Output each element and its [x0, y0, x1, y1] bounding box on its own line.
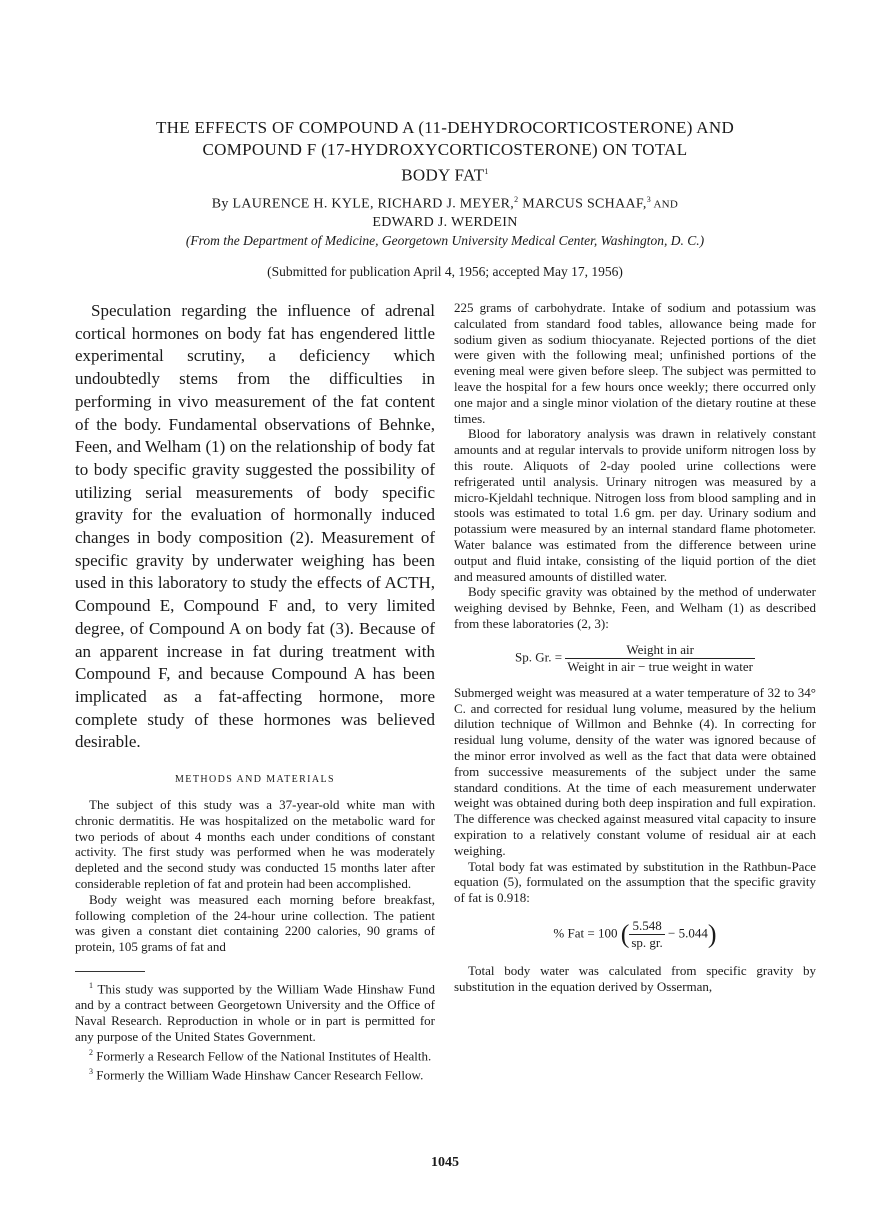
body-fat-paragraph: Total body fat was estimated by substitution in the Rathbun-Pace equation (5), formulated on the assumption that the specific gravity of fat is 0.918:	[454, 858, 816, 906]
title-line-2: COMPOUND F (17-HYDROXYCORTICOSTERONE) ON TOTAL	[202, 140, 688, 159]
footnote-divider	[75, 971, 145, 972]
footnote-2: $^2$ Formerly a Research Fellow of the National Institutes of Health.	[89, 1047, 432, 1063]
blood-analysis-paragraph: Blood for laboratory analysis was drawn in relatively constant amounts and at regular intervals to provide uniform nitrogen loss by this route. Aliquots of 2-day pooled urine collections were refrigerated until analysis. Urinary nitrogen was measured by a micro-Kjeldahl technique. Nitrogen loss from blood sampling and in stools was estimated to total 1.6 gm. per day. Urinary sodium and potassium were measured by an internal standard flame photometer. Water balance was estimated from the difference between urine output and fluid intake, consisting of the liquid portion of the diet and measured amounts of distilled water.	[454, 426, 816, 584]
author-list	[0, 191, 890, 232]
authors-line-2: EDWARD J. WERDEIN	[372, 214, 518, 230]
footnote-mark-2[interactable]: 2	[514, 195, 519, 204]
specific-gravity-paragraph: Body specific gravity was obtained by the method of underwater weighing devised by Behnke, Feen, and Welham (1) as described from these laboratories (2, 3):	[454, 584, 816, 631]
right-column	[454, 300, 816, 994]
intro-paragraph: Speculation regarding the influence of adrenal cortical hormones on body fat has engendered little experimental scrutiny, a deficiency which undoubtedly stems from the difficulties in performing in vivo measurement of the fat content of the body. Fundamental observations of Behnke, Feen, and Welham (1) on the relationship of body fat to body specific gravity suggested the possibility of utilizing serial measurements of body specific gravity for the evaluation of hormonally induced changes in body composition (2). Measurement of specific gravity by underwater weighing has been used in this laboratory to study the effects of ACTH, Compound E, Compound F and, to very limited degree, of Compound A on body fat (3). Because of an apparent increase in fat during treatment with Compound F, and because Compound A has been implicated as a fat-affecting hormone, more complete study of these hormones was believed desirable.	[75, 301, 435, 752]
section-heading-methods: METHODS AND MATERIALS	[175, 774, 335, 786]
diet-paragraph: 225 grams of carbohydrate. Intake of sodium and potassium was calculated from standard food tables, allowance being made for sodium given as sodium thiocyanate. Rejected portions of the diet were given with the following meal; unfinished portions of the evening meal were given before sleep. The subject was permitted to leave the hospital for a few hours once weekly; there occurred only one major and a single minor violation of the dietary routine at these times.	[454, 300, 816, 426]
equation-fraction: $\frac{\text{Weight in air}}{\text{Weight in air − true weight in water}}$	[567, 641, 753, 674]
methods-paragraph-2: Body weight was measured each morning before breakfast, following completion of the 24-hour urine collection. The patient was given a constant diet containing 2200 calories, 90 grams of protein, 105 grams of fat and	[75, 891, 435, 955]
specific-gravity-equation: Sp. Gr. = $\frac{\text{Weight in air}}{\text{Weight in air − true weight in water}}$	[514, 641, 753, 674]
authors-line-1: By LAURENCE H. KYLE, RICHARD J. MEYER,$^2$ MARCUS SCHAAF,$^3$ AND	[211, 195, 679, 212]
page-number: 1045	[431, 1155, 459, 1170]
title-line-3: BODY FAT$^1$	[401, 165, 489, 185]
footnote-mark-1[interactable]: 1	[484, 167, 489, 176]
affiliation: (From the Department of Medicine, Georgetown University Medical Center, Washington, D. C.)	[185, 233, 705, 248]
footnote-1: $^1$ This study was supported by the William Wade Hinshaw Fund and by a contract between Georgetown University and the Office of Naval Research. Reproduction in whole or in part is permitted for any purpose of the United States Government.	[75, 981, 435, 1044]
footnote-mark-3[interactable]: 3	[646, 195, 651, 204]
title-line-1: THE EFFECTS OF COMPOUND A (11-DEHYDROCORTICOSTERONE) AND	[155, 118, 735, 137]
submerged-weight-paragraph: Submerged weight was measured at a water temperature of 32 to 34° C. and corrected for residual lung volume, measured by the helium dilution technique of Willmon and Behnke (4). In correcting for residual lung volume, density of the water was ignored because of the minor error involved as well as the fact that data were obtained from successive measurements of the subject under the same standard conditions. At the time of each measurement underwater weight was obtained during both deep inspiration and full expiration. The difference was checked against measured vital capacity to insure expiration to a relatively constant volume of residual air at each weighing.	[454, 684, 816, 858]
left-column	[75, 300, 435, 1083]
equation-fraction: $\frac{5.548}{sp. gr.}$	[631, 917, 663, 950]
paper-title	[0, 117, 890, 187]
footnote-3: $^3$ Formerly the William Wade Hinshaw Cancer Research Fellow.	[89, 1066, 424, 1082]
fat-equation: % Fat = 100 ( $\frac{5.548}{sp. gr.}$ − 5.044)	[553, 917, 717, 950]
methods-paragraph-1: The subject of this study was a 37-year-old white man with chronic dermatitis. He was hospitalized on the metabolic ward for two periods of about 4 months each under conditions of constant activity. The first study was performed when he was moderately depleted and the second study was conducted 15 months later after considerable repletion of fat and protein had been accomplished.	[75, 797, 435, 892]
submission-dates: (Submitted for publication April 4, 1956; accepted May 17, 1956)	[267, 264, 623, 279]
body-water-paragraph: Total body water was calculated from specific gravity by substitution in the equation derived by Osserman,	[454, 962, 816, 994]
